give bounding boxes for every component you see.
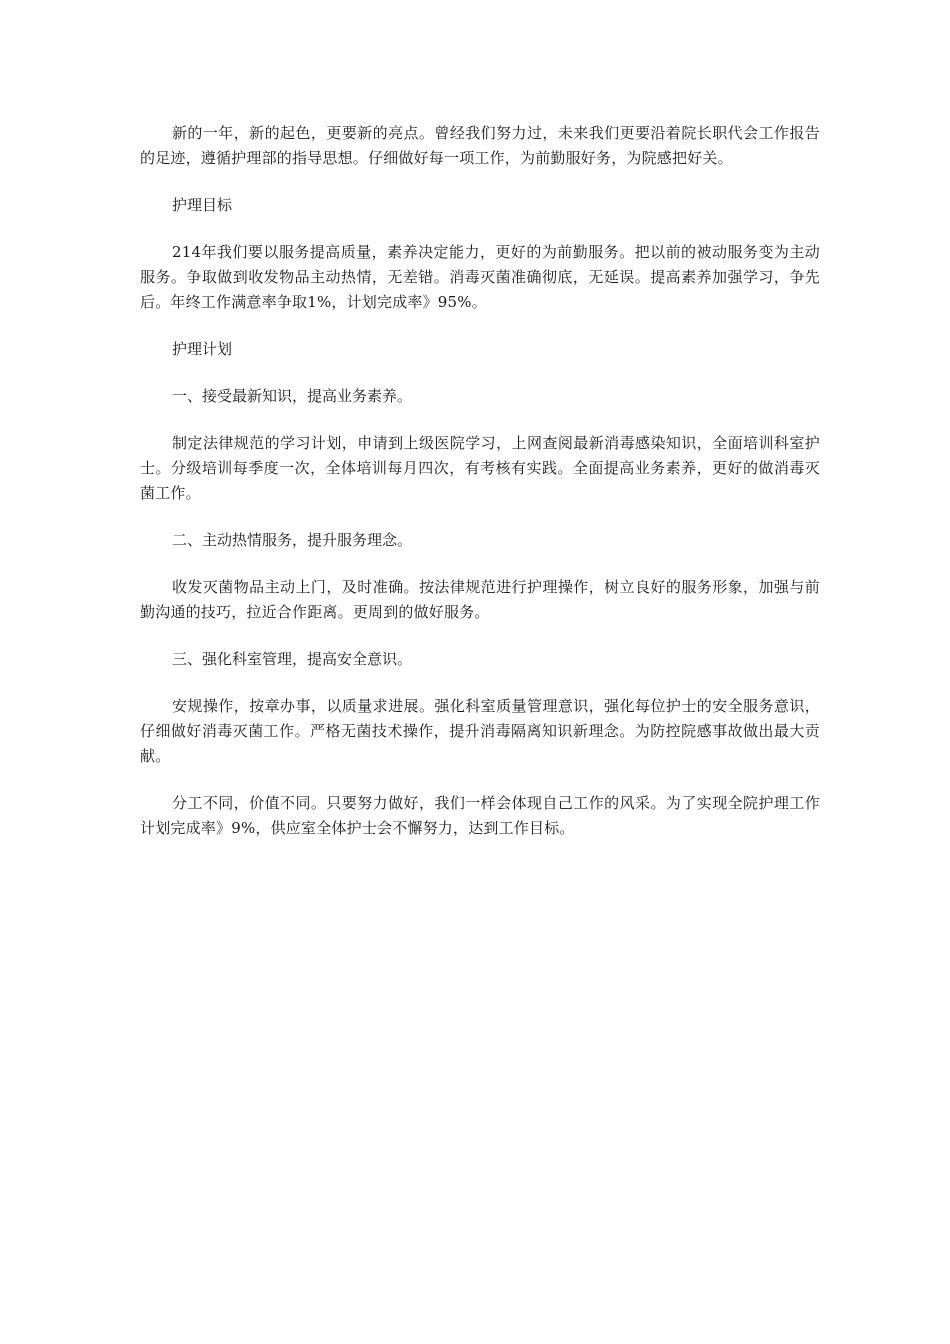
plan-item-paragraph-1: 制定法律规范的学习计划，申请到上级医院学习，上网查阅最新消毒感染知识，全面培训科室护士。分级培训每季度一次，全体培训每月四次，有考核有实践。全面提高业务素养，更好的做消毒灭菌工作。: [140, 434, 820, 502]
plan-item-heading-3: 三、强化科室管理，提高安全意识。: [172, 650, 413, 668]
plan-item-heading-1: 一、接受最新知识，提高业务素养。: [172, 387, 413, 405]
goals-paragraph: 214年我们要以服务提高质量，素养决定能力，更好的为前勤服务。把以前的被动服务变为主动服务。争取做到收发物品主动热情，无差错。消毒灭菌准确彻底，无延误。提高素养加强学习，争先后。年终工作满意率争取1%，计划完成率》95%。: [140, 243, 820, 311]
section-heading-plan: 护理计划: [172, 340, 233, 358]
plan-item-paragraph-3: 安规操作，按章办事，以质量求进展。强化科室质量管理意识，强化每位护士的安全服务意识，仔细做好消毒灭菌工作。严格无菌技术操作，提升消毒隔离知识新理念。为防控院感事故做出最大贡献。: [140, 697, 820, 765]
closing-paragraph: 分工不同，价值不同。只要努力做好，我们一样会体现自己工作的风采。为了实现全院护理工作计划完成率》9%，供应室全体护士会不懈努力，达到工作目标。: [140, 794, 820, 837]
plan-item-heading-2: 二、主动热情服务，提升服务理念。: [172, 531, 413, 549]
document-page: [140, 121, 820, 863]
plan-item-paragraph-2: 收发灭菌物品主动上门，及时准确。按法律规范进行护理操作，树立良好的服务形象，加强与前勤沟通的技巧，拉近合作距离。更周到的做好服务。: [140, 578, 820, 621]
section-heading-goals: 护理目标: [172, 196, 233, 214]
intro-paragraph: 新的一年，新的起色，更要新的亮点。曾经我们努力过，未来我们更要沿着院长职代会工作报告的足迹，遵循护理部的指导思想。仔细做好每一项工作，为前勤服好务，为院感把好关。: [140, 124, 820, 167]
